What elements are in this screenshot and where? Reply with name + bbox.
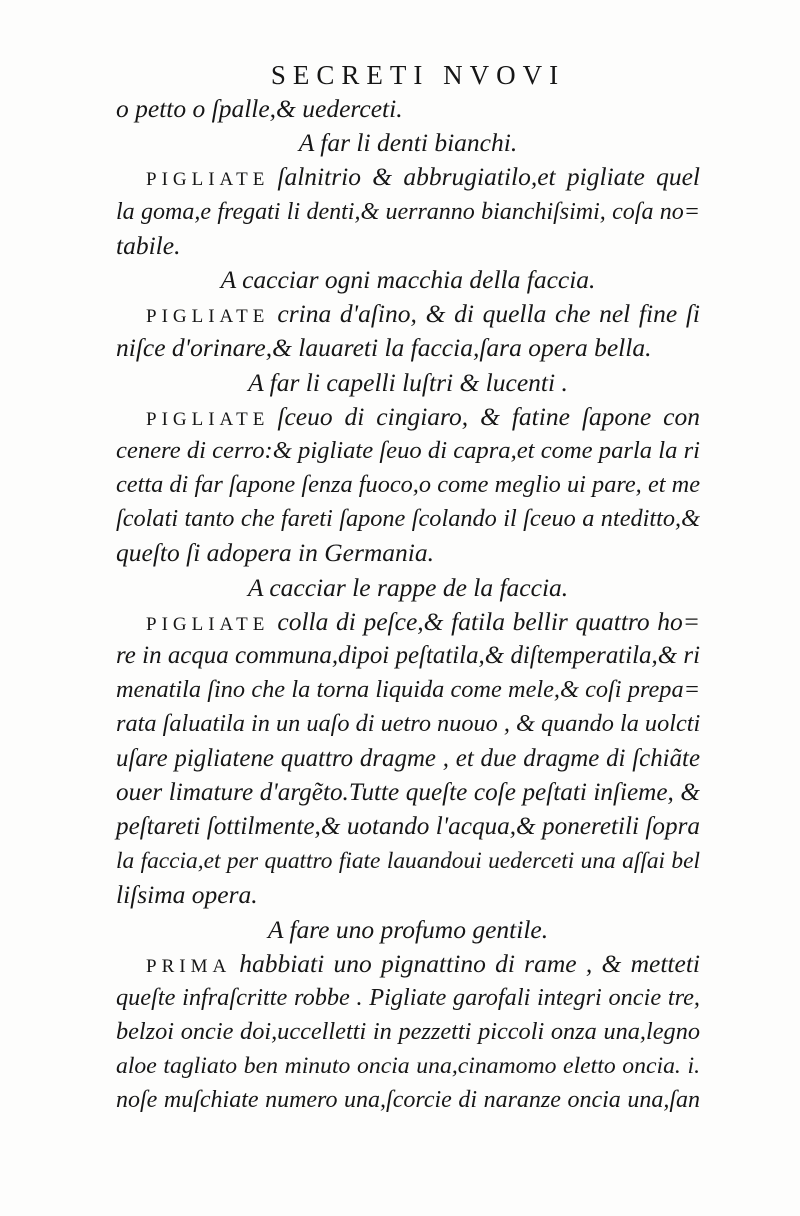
line-text: re in acqua communa,dipoi peſtatila,& diſtemperatila,& ri (116, 642, 700, 669)
text-line (116, 536, 700, 570)
text-line (116, 878, 700, 912)
text-line (116, 1049, 700, 1083)
lead-word: PIGLIATE (146, 306, 270, 328)
paragraph-first-line (116, 297, 700, 331)
paragraph-first-line (116, 605, 700, 639)
line-text: liſsima opera. (116, 880, 258, 910)
line-text: la goma,e fregati li denti,& uerranno bianchiſsimi, coſa no= (116, 198, 700, 225)
line-text: queſto ſi adopera in Germania. (116, 538, 435, 568)
lead-word: PIGLIATE (146, 613, 270, 635)
text-line (116, 229, 700, 263)
text-line (116, 776, 700, 810)
lead-word: PIGLIATE (146, 169, 270, 191)
text-line (116, 707, 700, 741)
text-line (116, 1015, 700, 1049)
line-text: la faccia,et per quattro fiate lauandoui uederceti una aſſai bel (116, 848, 700, 875)
lead-word: PRIMA (146, 955, 232, 977)
line-text: peſtareti ſottilmente,& uotando l'acqua,& poneretili ſopra (116, 812, 700, 840)
line-text: rata ſaluatila in un uaſo di uetro nuouo , & quando la uolcti (116, 710, 701, 738)
text-line (116, 331, 700, 365)
line-text: menatila ſino che la torna liquida come mele,& coſi prepa= (116, 676, 700, 704)
text-line (116, 639, 700, 673)
line-text: o petto o ſpalle,& uederceti. (116, 94, 403, 123)
line-text: crina d'aſino, & di quella che nel fine ſi (277, 299, 700, 329)
line-text: A far li capelli luſtri & lucenti . (248, 367, 568, 397)
line-text: ſcolati tanto che fareti ſapone ſcolando il ſceuo a nteditto,& (116, 505, 700, 533)
text-line (116, 92, 700, 126)
section-heading (116, 571, 700, 605)
line-text: ouer limature d'argẽto.Tutte queſte coſe peſtati inſieme, & (116, 778, 700, 806)
line-text: habbiati uno pignattino di rame , & metteti (239, 948, 700, 978)
line-text: ſalnitrio & abbrugiatilo,et pigliate quel (277, 162, 700, 192)
text-line (116, 844, 700, 878)
line-text: tabile. (116, 230, 181, 260)
line-text: cenere di cerro:& pigliate ſeuo di capra,et come parla la ri (116, 436, 700, 464)
line-text: queſte infraſcritte robbe . Pigliate garofali integri oncie tre, (116, 983, 700, 1011)
line-text: colla di peſce,& fatila bellir quattro ho= (277, 606, 700, 636)
line-text: A far li denti bianchi. (298, 128, 518, 158)
text-block (116, 58, 700, 1118)
text-line (116, 468, 700, 502)
section-heading (116, 263, 700, 297)
line-text: A cacciar le rappe de la faccia. (247, 572, 569, 602)
section-heading (116, 126, 700, 160)
text-line (116, 673, 700, 707)
line-text: aloe tagliato ben minuto oncia una,cinamomo eletto oncia. i. (116, 1053, 700, 1080)
text-line (116, 434, 700, 468)
line-text: uſare pigliatene quattro dragme , et due dragme di ſchiãte (116, 744, 700, 772)
line-text: belzoi oncie doi,uccelletti in pezzetti piccoli onza una,legno (116, 1018, 700, 1046)
paragraph-first-line (116, 947, 700, 981)
text-line (116, 195, 700, 229)
line-text: A fare uno profumo gentile. (267, 914, 549, 944)
section-heading (116, 913, 700, 947)
section-heading (116, 366, 700, 400)
paragraph-first-line (116, 400, 700, 434)
text-lines (116, 92, 700, 1118)
line-text: noſe muſchiate numero una,ſcorcie di naranze oncia una,ſan (116, 1087, 700, 1114)
line-text: niſce d'orinare,& lauareti la faccia,ſara opera bella. (116, 333, 652, 363)
line-text: cetta di far ſapone ſenza fuoco,o come meglio ui pare, et me (116, 471, 700, 499)
text-line (116, 742, 700, 776)
line-text: A cacciar ogni macchia della faccia. (220, 264, 596, 294)
paragraph-first-line (116, 160, 700, 194)
text-line (116, 810, 700, 844)
line-text: ſceuo di cingiaro, & fatine ſapone con (277, 401, 700, 431)
running-head: SECRETI NVOVI (270, 60, 566, 90)
lead-word: PIGLIATE (146, 408, 270, 430)
text-line (116, 502, 700, 536)
text-line (116, 1083, 700, 1117)
text-line (116, 981, 700, 1015)
